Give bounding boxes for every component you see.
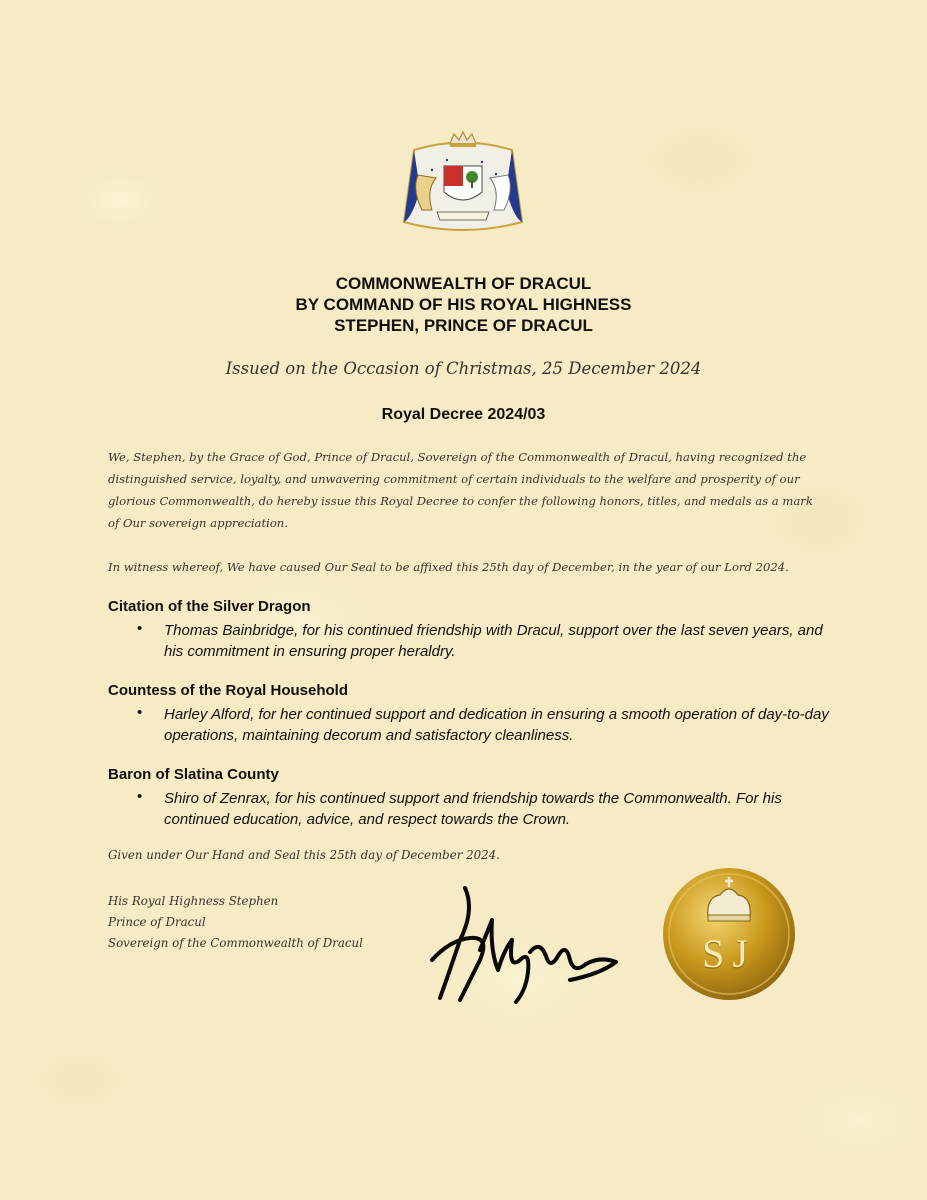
occasion-line: Issued on the Occasion of Christmas, 25 December 2024 (225, 359, 702, 378)
handwritten-signature (420, 880, 620, 1010)
heading-commonwealth: COMMONWEALTH OF DRACUL (335, 274, 592, 293)
heading-command: BY COMMAND OF HIS ROYAL HIGHNESS (295, 295, 632, 314)
heading-prince: STEPHEN, PRINCE OF DRACUL (334, 316, 593, 335)
seal-letters: SJ (702, 931, 756, 976)
bullet-icon: • (137, 704, 143, 721)
coat-of-arms-icon (392, 130, 534, 236)
honor-citation: Shiro of Zenrax, for his continued support and friendship towards the Commonwealth. For his continued education, advice, and respect towards the Crown. (164, 790, 782, 828)
honor-title: Citation of the Silver Dragon (108, 598, 311, 615)
signatory-name: His Royal Highness Stephen (108, 894, 279, 908)
honor-title: Baron of Slatina County (108, 766, 279, 783)
decree-title: Royal Decree 2024/03 (381, 406, 546, 423)
given-under-seal: Given under Our Hand and Seal this 25th day of December 2024. (108, 848, 500, 862)
witness-paragraph: In witness whereof, We have caused Our Seal to be affixed this 25th day of December, in the year of our Lord 2024. (108, 560, 789, 574)
honor-title: Countess of the Royal Household (108, 682, 349, 699)
bullet-icon: • (137, 620, 143, 637)
signatory-block (108, 891, 363, 954)
signatory-office: Sovereign of the Commonwealth of Dracul (108, 936, 363, 950)
bullet-icon: • (137, 788, 143, 805)
honor-citation: Harley Alford, for her continued support and dedication in ensuring a smooth operation of day-to-day operations, maintaining decorum and satisfactory cleanliness. (164, 706, 829, 744)
signatory-title: Prince of Dracul (108, 915, 206, 929)
honor-citation: Thomas Bainbridge, for his continued friendship with Dracul, support over the last seven years, and his commitment in ensuring proper heraldry. (164, 622, 823, 660)
preamble-paragraph: We, Stephen, by the Grace of God, Prince of Dracul, Sovereign of the Commonwealth of Dracul, having recognized the distinguished service, loyalty, and unwavering commitment of certain individuals to the welfare and prosperity of our glorious Commonwealth, do hereby issue this Royal Decree to confer the following honors, titles, and medals as a mark of Our sovereign appreciation. (108, 450, 813, 530)
